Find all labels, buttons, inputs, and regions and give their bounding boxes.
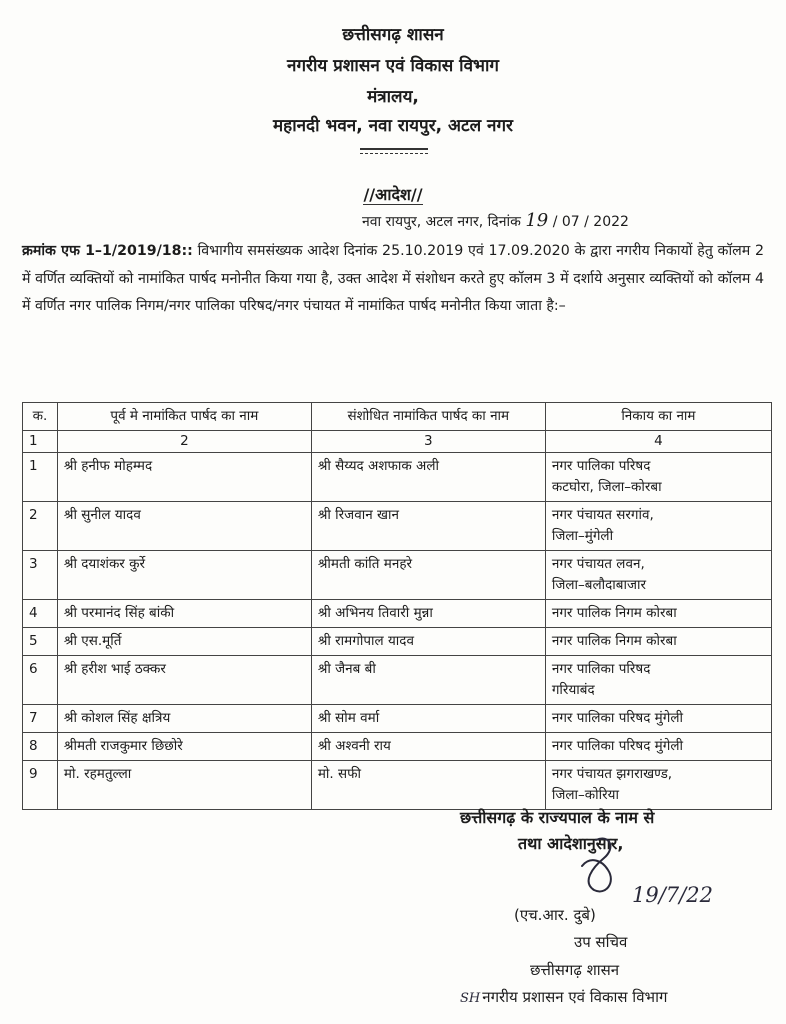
row-previous-name: श्री कोशल सिंह क्षत्रिय	[57, 705, 311, 733]
row-previous-name: श्रीमती राजकुमार छिछोरे	[57, 733, 311, 761]
signatory-name: (एच.आर. दुबे)	[514, 906, 596, 924]
row-previous-name: श्री एस.मूर्ति	[57, 628, 311, 656]
col-number: 1	[23, 431, 58, 453]
order-paragraph	[22, 238, 764, 321]
row-body-name: नगर पंचायत सरगांव, जिला–मुंगेली	[545, 502, 771, 551]
table-row	[23, 453, 772, 502]
row-previous-name: श्री परमानंद सिंह बांकी	[57, 600, 311, 628]
row-revised-name: श्रीमती कांति मनहरे	[311, 551, 545, 600]
row-revised-name: श्री जैनब बी	[311, 656, 545, 705]
row-serial: 5	[23, 628, 58, 656]
row-revised-name: श्री अभिनय तिवारी मुन्ना	[311, 600, 545, 628]
table-row	[23, 656, 772, 705]
signatory-department: SH नगरीय प्रशासन एवं विकास विभाग	[460, 988, 668, 1006]
nomination-table	[22, 402, 772, 810]
header-divider	[360, 148, 428, 150]
row-body-name: नगर पालिका परिषद मुंगेली	[545, 705, 771, 733]
row-body-name: नगर पालिका परिषद मुंगेली	[545, 733, 771, 761]
row-previous-name: श्री हनीफ मोहम्मद	[57, 453, 311, 502]
order-dateline	[362, 210, 629, 231]
row-serial: 6	[23, 656, 58, 705]
header-revised-name: संशोधित नामांकित पार्षद का नाम	[311, 403, 545, 431]
date-place: नवा रायपुर, अटल नगर, दिनांक	[362, 214, 521, 230]
row-previous-name: श्री हरीश भाई ठक्कर	[57, 656, 311, 705]
row-previous-name: श्री सुनील यादव	[57, 502, 311, 551]
row-serial: 1	[23, 453, 58, 502]
table-row	[23, 761, 772, 810]
row-body-name: नगर पालिका परिषद कटघोरा, जिला–कोरबा	[545, 453, 771, 502]
row-body-name: नगर पंचायत लवन, जिला–बलौदाबाजार	[545, 551, 771, 600]
table-column-number-row	[23, 431, 772, 453]
header-divider-dashed	[360, 153, 428, 154]
order-title: //आदेश//	[363, 185, 423, 204]
table-row	[23, 705, 772, 733]
signatory-designation: उप सचिव	[574, 933, 628, 951]
department-name: नगरीय प्रशासन एवं विकास विभाग	[287, 56, 499, 76]
row-serial: 7	[23, 705, 58, 733]
table-row	[23, 600, 772, 628]
order-authority-line: तथा आदेशानुसार,	[518, 834, 624, 853]
row-revised-name: श्री रिजवान खान	[311, 502, 545, 551]
row-serial: 8	[23, 733, 58, 761]
governor-authority-line: छत्तीसगढ़ के राज्यपाल के नाम से	[460, 808, 655, 827]
row-revised-name: श्री सोम वर्मा	[311, 705, 545, 733]
header-serial: क.	[23, 403, 58, 431]
govt-name: छत्तीसगढ़ शासन	[342, 25, 444, 45]
row-revised-name: मो. सफी	[311, 761, 545, 810]
row-body-name: नगर पालिक निगम कोरबा	[545, 628, 771, 656]
row-body-name: नगर पंचायत झगराखण्ड, जिला–कोरिया	[545, 761, 771, 810]
order-body-text: विभागीय समसंख्यक आदेश दिनांक 25.10.2019 एवं 17.09.2020 के द्वारा नगरीय निकायों हेतु कॉलम 2 में वर्णित व्यक्तियों को नामांकित पार्षद मनोनीत किया गया है, उक्त आदेश में संशोधन करते हुए कॉलम 3 में दर्शाये अनुसार व्यक्तियों को कॉलम 4 में वर्णित नगर पालिक निगम/नगर पालिका परिषद/नगर पंचायत में नामांकित पार्षद मनोनीत किया जाता है:–	[22, 243, 764, 314]
col-number: 4	[545, 431, 771, 453]
row-serial: 4	[23, 600, 58, 628]
reference-number: क्रमांक एफ 1–1/2019/18::	[22, 243, 193, 259]
row-previous-name: मो. रहमतुल्ला	[57, 761, 311, 810]
table-row	[23, 733, 772, 761]
date-day-handwritten: 19	[525, 210, 549, 231]
header-previous-name: पूर्व मे नामांकित पार्षद का नाम	[57, 403, 311, 431]
row-previous-name: श्री दयाशंकर कुर्रे	[57, 551, 311, 600]
header-body-name: निकाय का नाम	[545, 403, 771, 431]
date-month-year: / 07 / 2022	[552, 214, 629, 230]
col-number: 2	[57, 431, 311, 453]
row-serial: 3	[23, 551, 58, 600]
ministry-label: मंत्रालय,	[367, 87, 419, 107]
row-revised-name: श्री अश्वनी राय	[311, 733, 545, 761]
signatory-govt: छत्तीसगढ़ शासन	[530, 961, 620, 979]
table-row	[23, 502, 772, 551]
handwritten-initials: SH	[460, 991, 481, 1006]
signature-handwritten-date: 19/7/22	[632, 883, 713, 907]
row-serial: 2	[23, 502, 58, 551]
table-row	[23, 628, 772, 656]
col-number: 3	[311, 431, 545, 453]
row-revised-name: श्री रामगोपाल यादव	[311, 628, 545, 656]
row-body-name: नगर पालिका परिषद गरियाबंद	[545, 656, 771, 705]
row-body-name: नगर पालिक निगम कोरबा	[545, 600, 771, 628]
row-serial: 9	[23, 761, 58, 810]
table-row	[23, 551, 772, 600]
table-header-row	[23, 403, 772, 431]
address-line: महानदी भवन, नवा रायपुर, अटल नगर	[273, 116, 513, 136]
row-revised-name: श्री सैय्यद अशफाक अली	[311, 453, 545, 502]
